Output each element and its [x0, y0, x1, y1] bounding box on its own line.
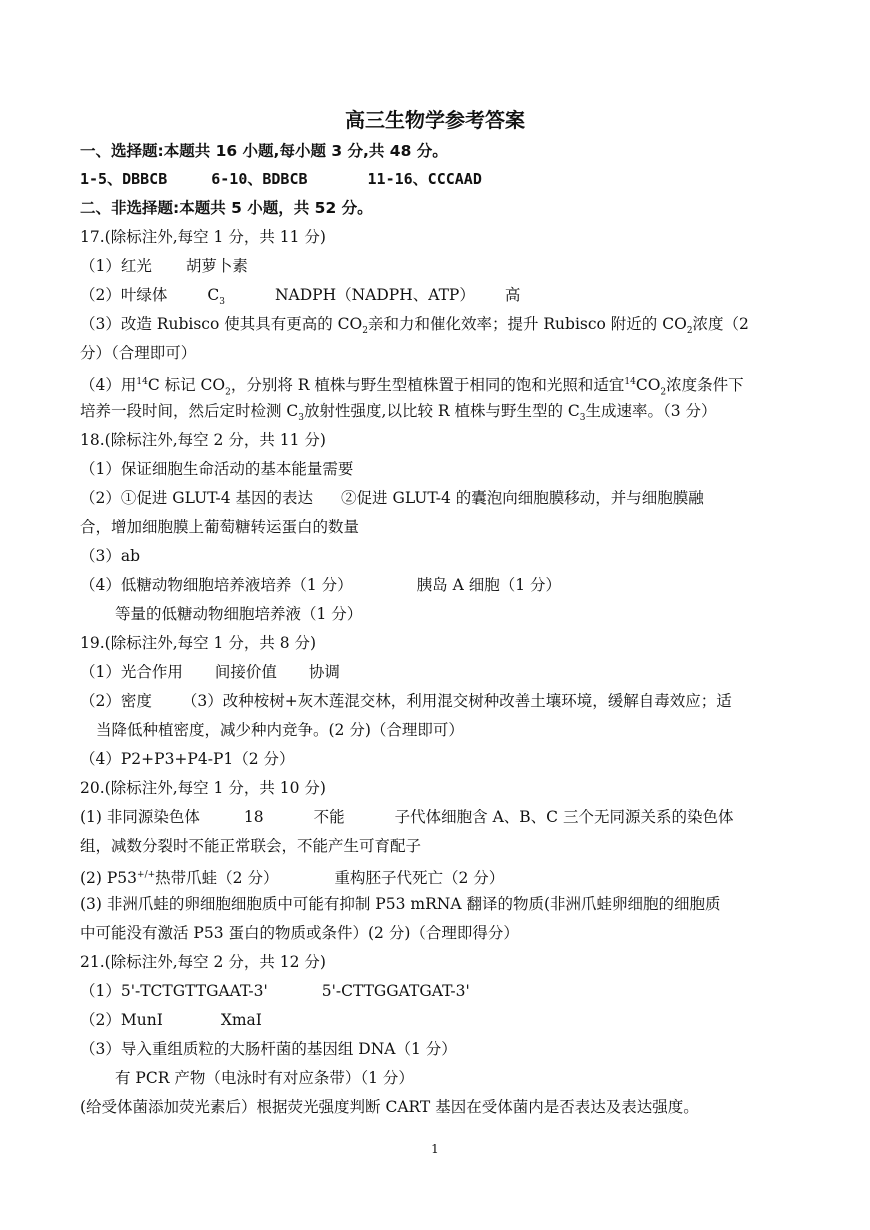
q17-answer-4-line1: （4）用$^{14}$C 标记 $CO_2$，分别将 R 植株与野生型植株置于相同的饱和光照和适宜$^{14}CO_2$浓度条件下 [80, 376, 744, 398]
q20-answer-3-line1: (3) 非洲爪蛙的卵细胞细胞质中可能有抑制 P53 mRNA 翻译的物质(非洲爪蛙卵细胞的细胞质 [80, 895, 721, 913]
q19-header: 19.(除标注外,每空 1 分，共 8 分) [80, 634, 317, 652]
q21-answer-3-line2: 有 PCR 产物（电泳时有对应条带）（1 分） [115, 1069, 414, 1087]
section2-heading: 二、非选择题:本题共 5 小题，共 52 分。 [80, 199, 373, 217]
q20-answer-3-line2: 中可能没有激活 P53 蛋白的物质或条件）(2 分)（合理即得分） [80, 924, 519, 942]
q19-answer-2-line2: 当降低种植密度，减少种内竞争。(2 分)（合理即可） [96, 721, 464, 739]
page-number: 1 [431, 1142, 439, 1156]
q17-header: 17.(除标注外,每空 1 分，共 11 分) [80, 228, 326, 246]
q18-answer-3: （3）ab [80, 547, 141, 565]
q18-answer-2-line1: （2）①促进 GLUT-4 基因的表达 ②促进 GLUT-4 的囊泡向细胞膜移动，并与细胞膜融 [80, 489, 704, 507]
q17-answer-1: （1）红光 胡萝卜素 [80, 257, 248, 275]
q17-answer-3-line2: 分）（合理即可） [80, 344, 197, 362]
q21-answer-2: （2）MunI XmaI [80, 1011, 262, 1029]
q17-answer-2: （2）叶绿体 $C_3$ NADPH（NADPH、ATP） 高 [80, 286, 521, 308]
q18-answer-4-line2: 等量的低糖动物细胞培养液（1 分） [115, 605, 363, 623]
q17-answer-3-line1: （3）改造 Rubisco 使其具有更高的 $CO_2$亲和力和催化效率；提升 Rubisco 附近的 $CO_2$浓度（2 [80, 315, 749, 337]
q19-answer-4: （4）P2+P3+P4-P1（2 分） [80, 750, 295, 768]
choice-answers-6-10: 6-10、BDBCB [211, 170, 308, 188]
q18-answer-2-line2: 合，增加细胞膜上葡萄糖转运蛋白的数量 [80, 518, 360, 536]
q20-answer-1-line1: (1) 非同源染色体 18 不能 子代体细胞含 A、B、C 三个无同源关系的染色体 [80, 808, 734, 826]
q20-answer-1-line2: 组，减数分裂时不能正常联会，不能产生可育配子 [80, 837, 422, 855]
q20-header: 20.(除标注外,每空 1 分，共 10 分) [80, 779, 326, 797]
q18-header: 18.(除标注外,每空 2 分，共 11 分) [80, 431, 326, 449]
page-title: 高三生物学参考答案 [345, 108, 525, 132]
q21-answer-3-line1: （3）导入重组质粒的大肠杆菌的基因组 DNA（1 分） [80, 1040, 457, 1058]
q19-answer-1: （1）光合作用 间接价值 协调 [80, 663, 340, 681]
choice-answers-1-5: 1-5、DBBCB [80, 170, 168, 188]
q17-answer-4-line2: 培养一段时间，然后定时检测 $C_3$放射性强度,以比较 R 植株与野生型的 $C_3$生成速率。（3 分） [80, 402, 717, 424]
q20-answer-2: (2) P53+/+热带爪蛙（2 分） 重构胚子代死亡（2 分） [80, 869, 505, 888]
choice-answers-11-16: 11-16、CCCAAD [367, 170, 482, 188]
q21-answer-1: （1）5'-TCTGTTGAAT-3' 5'-CTTGGATGAT-3' [80, 982, 470, 1000]
q18-answer-1: （1）保证细胞生命活动的基本能量需要 [80, 460, 354, 478]
q21-header: 21.(除标注外,每空 2 分，共 12 分) [80, 953, 326, 971]
q19-answer-2-line1: （2）密度 （3）改种桉树+灰木莲混交林，利用混交树种改善土壤环境，缓解自毒效应；适 [80, 692, 732, 710]
choice-answers-row [80, 168, 482, 190]
q21-answer-3-line3: (给受体菌添加荧光素后）根据荧光强度判断 CART 基因在受体菌内是否表达及表达强度。 [80, 1098, 699, 1116]
section1-heading: 一、选择题:本题共 16 小题,每小题 3 分,共 48 分。 [80, 142, 448, 160]
q18-answer-4-line1: （4）低糖动物细胞培养液培养（1 分） 胰岛 A 细胞（1 分） [80, 576, 561, 594]
